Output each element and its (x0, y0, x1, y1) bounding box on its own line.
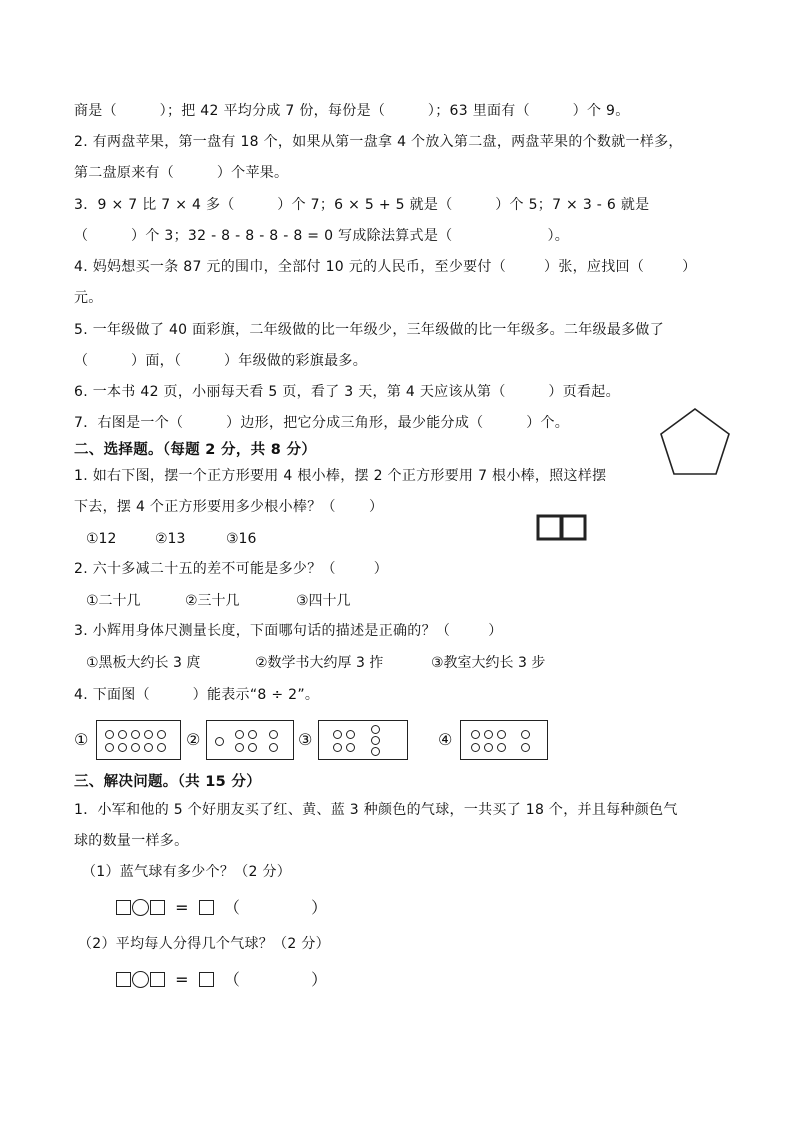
equals-sign: = (175, 898, 189, 917)
choice-q3: 3. 小辉用身体尺测量长度，下面哪句话的描述是正确的？（ ） (74, 623, 503, 639)
fill-line-4: 3．9 × 7 比 7 × 4 多（ ）个 7；6 × 5 + 5 就是（ ）个 5；7 × 3 - 6 就是 (74, 197, 650, 213)
circle-shape (346, 730, 355, 739)
circle-shape (235, 730, 244, 739)
answer-box-icon[interactable] (116, 972, 131, 987)
fill-line-6: 4. 妈妈想买一条 87 元的围巾，全部付 10 元的人民币，至少要付（ ）张，应找回（ ） (74, 259, 697, 275)
fill-line-1: 商是（ ）；把 42 平均分成 7 份，每份是（ ）；63 里面有（ ）个 9。 (74, 103, 630, 119)
choice-q1-option-1: ①12 (86, 531, 117, 547)
circle-shape (484, 743, 493, 752)
circle-shape (269, 743, 278, 752)
problem-1-line-1: 1．小军和他的 5 个好朋友买了红、黄、蓝 3 种颜色的气球，一共买了 18 个，并且每种颜色气 (74, 802, 678, 818)
choice-q2-option-1: ①二十几 (86, 593, 141, 609)
circle-shape (471, 730, 480, 739)
choice-q4-label-4: ④ (438, 730, 453, 749)
choice-q4-figure-4 (460, 720, 548, 760)
circle-shape (144, 730, 153, 739)
equals-sign: = (175, 970, 189, 989)
choice-q3-option-2: ②数学书大约厚 3 拃 (255, 655, 384, 671)
circle-shape (521, 743, 530, 752)
fill-line-10: 6. 一本书 42 页，小丽每天看 5 页，看了 3 天，第 4 天应该从第（ ）页看起。 (74, 384, 620, 400)
circle-shape (105, 743, 114, 752)
operator-circle-icon[interactable] (132, 971, 149, 988)
circle-shape (333, 743, 342, 752)
choice-q4-figure-3 (318, 720, 408, 760)
answer-box-icon[interactable] (199, 972, 214, 987)
unit-parentheses: （ ） (223, 898, 328, 917)
fill-line-11: 7．右图是一个（ ）边形，把它分成三角形，最少能分成（ ）个。 (74, 415, 570, 431)
choice-q3-option-3: ③教室大约长 3 步 (431, 655, 546, 671)
section-2-heading: 二、选择题。（每题 2 分，共 8 分） (74, 442, 317, 458)
circle-shape (346, 743, 355, 752)
circle-shape (371, 725, 380, 734)
choice-q2-option-2: ②三十几 (185, 593, 240, 609)
circle-shape (521, 730, 530, 739)
answer-box-icon[interactable] (150, 900, 165, 915)
circle-shape (157, 730, 166, 739)
circle-shape (131, 743, 140, 752)
circle-shape (118, 743, 127, 752)
fill-line-8: 5. 一年级做了 40 面彩旗，二年级做的比一年级少，三年级做的比一年级多。二年级最多做了 (74, 322, 665, 338)
circle-shape (131, 730, 140, 739)
operator-circle-icon[interactable] (132, 899, 149, 916)
fill-line-7: 元。 (74, 290, 103, 306)
choice-q1-line-1: 1. 如右下图，摆一个正方形要用 4 根小棒，摆 2 个正方形要用 7 根小棒，照这样摆 (74, 468, 607, 484)
circle-shape (118, 730, 127, 739)
circle-shape (269, 730, 278, 739)
choice-q2-option-3: ③四十几 (296, 593, 351, 609)
choice-q1-option-2: ②13 (155, 531, 186, 547)
circle-shape (497, 743, 506, 752)
choice-q1-option-3: ③16 (226, 531, 257, 547)
circle-shape (157, 743, 166, 752)
circle-shape (484, 730, 493, 739)
choice-q1-line-2: 下去，摆 4 个正方形要用多少根小棒？（ ） (74, 499, 384, 515)
choice-q2: 2. 六十多减二十五的差不可能是多少？（ ） (74, 561, 389, 577)
section-3-heading: 三、解决问题。（共 15 分） (74, 774, 262, 790)
answer-box-icon[interactable] (199, 900, 214, 915)
problem-1-sub-2: （2）平均每人分得几个气球？（2 分） (78, 936, 330, 952)
choice-q4-figure-2 (206, 720, 294, 760)
circle-shape (144, 743, 153, 752)
circle-shape (371, 747, 380, 756)
fill-line-3: 第二盘原来有（ ）个苹果。 (74, 165, 289, 181)
answer-box-icon[interactable] (150, 972, 165, 987)
circle-shape (215, 737, 224, 746)
choice-q4-label-3: ③ (298, 730, 313, 749)
choice-q4-label-2: ② (186, 730, 201, 749)
answer-formula-2 (116, 969, 327, 991)
circle-shape (235, 743, 244, 752)
answer-box-icon[interactable] (116, 900, 131, 915)
problem-1-line-2: 球的数量一样多。 (74, 833, 189, 849)
fill-line-9: （ ）面，（ ）年级做的彩旗最多。 (74, 353, 368, 369)
choice-q4-figure-1 (96, 720, 181, 760)
circle-shape (105, 730, 114, 739)
unit-parentheses: （ ） (223, 970, 328, 989)
matchstick-squares-figure (536, 513, 592, 543)
choice-q4-label-1: ① (74, 730, 89, 749)
fill-line-2: 2. 有两盘苹果，第一盘有 18 个，如果从第一盘拿 4 个放入第二盘，两盘苹果的个数就一样多， (74, 134, 683, 150)
circle-shape (248, 743, 257, 752)
fill-line-5: （ ）个 3；32 - 8 - 8 - 8 - 8 = 0 写成除法算式是（ ）。 (74, 228, 570, 244)
circle-shape (333, 730, 342, 739)
problem-1-sub-1: （1）蓝气球有多少个？（2 分） (82, 864, 292, 880)
pentagon-figure (658, 406, 732, 478)
circle-shape (248, 730, 257, 739)
circle-shape (371, 736, 380, 745)
circle-shape (497, 730, 506, 739)
circle-shape (471, 743, 480, 752)
choice-q3-option-1: ①黑板大约长 3 庹 (86, 655, 201, 671)
answer-formula-1 (116, 897, 327, 919)
choice-q4: 4. 下面图（ ）能表示“8 ÷ 2”。 (74, 687, 320, 703)
